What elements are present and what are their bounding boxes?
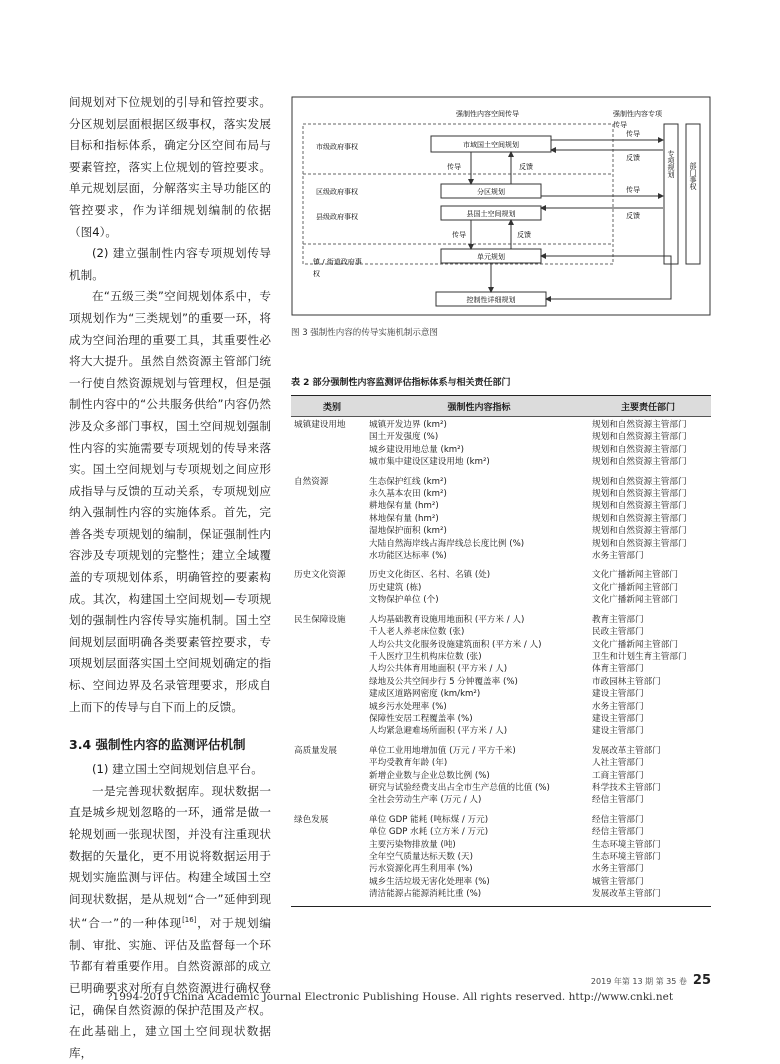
- department-cell: 文化广播新闻主管部门: [592, 595, 678, 606]
- table-row: [369, 782, 711, 794]
- department-cell: 科学技术主管部门: [592, 782, 661, 793]
- department-cell: 文化广播新闻主管部门: [592, 570, 678, 581]
- table-row: [369, 488, 711, 500]
- department-cell: 水务主管部门: [592, 551, 644, 562]
- table-caption: 表 2 部分强制性内容监测评估指标体系与相关责任部门: [291, 378, 511, 388]
- box-city-plan-label: 市域国土空间规划: [463, 141, 519, 149]
- indicator-cell: 永久基本农田 (km²): [369, 489, 447, 500]
- table-group: [291, 812, 711, 906]
- category-cell: 自然资源: [294, 476, 329, 487]
- table-row: [369, 676, 711, 688]
- department-cell: 建设主管部门: [592, 713, 644, 724]
- citation-ref: [16]: [182, 916, 197, 925]
- indicator-cell: 国土开发强度 (%): [369, 432, 439, 443]
- indicator-cell: 全年空气质量达标天数 (天): [369, 852, 473, 862]
- paragraph-text: (2) 建立强制性内容专项规划传导机制。: [69, 246, 271, 282]
- section-title: 3.4 强制性内容的监测评估机制: [69, 737, 246, 753]
- figure-caption: 图 3 强制性内容的传导实施机制示意图: [291, 328, 438, 338]
- page-footer: [591, 973, 711, 988]
- indicator-cell: 研究与试验经费支出占全市生产总值的比值 (%): [369, 782, 550, 793]
- table-row: [369, 513, 711, 525]
- indicator-cell: 城市集中建设区建设用地 (km²): [369, 457, 490, 468]
- department-cell: 发展改革主管部门: [592, 889, 661, 900]
- box-unit-plan-label: 单元规划: [477, 253, 505, 261]
- indicator-cell: 单位 GDP 能耗 (吨标煤 / 万元): [369, 814, 489, 825]
- box-dept: [686, 124, 700, 264]
- indicator-cell: 人均公共文化服务设施建筑面积 (平方米 / 人): [369, 639, 542, 650]
- indicator-cell: 文物保护单位 (个): [369, 595, 439, 606]
- indicator-cell: 千人医疗卫生机构床位数 (张): [369, 651, 482, 662]
- body-text-bottom: [69, 759, 271, 1064]
- paragraph: [69, 243, 271, 286]
- table-row: [369, 663, 711, 675]
- table-row: [369, 419, 711, 431]
- table-row: [369, 626, 711, 638]
- department-cell: 水务主管部门: [592, 864, 644, 875]
- category-cell: 民生保障设施: [294, 614, 346, 625]
- table-row: [369, 814, 711, 826]
- paragraph: [69, 759, 271, 781]
- box-detail-plan-label: 控制性详细规划: [466, 296, 516, 304]
- indicator-cell: 历史文化街区、名村、名镇 (处): [369, 570, 491, 581]
- arrow-label-transmit-3: 传导: [626, 130, 640, 138]
- department-cell: 工商主管部门: [592, 770, 644, 781]
- department-cell: 建设主管部门: [592, 689, 644, 700]
- indicator-cell: 人均紧急避难场所面积 (平方米 / 人): [369, 726, 508, 737]
- arrow-label-feedback-4: 反馈: [626, 212, 640, 220]
- box-special-plan-label: 专项规划: [667, 150, 675, 178]
- department-cell: 水务主管部门: [592, 701, 644, 712]
- box-district-plan-label: 分区规划: [477, 188, 505, 196]
- table-row: [369, 651, 711, 663]
- copyright-line: ?1994-2019 China Academic Journal Electronic Publishing House. All rights reserved. http://www.cnki.net: [106, 991, 674, 1003]
- table-row: [369, 863, 711, 875]
- indicator-cell: 林地保有量 (hm²): [369, 513, 439, 524]
- paragraph-text: 在“五级三类”空间规划体系中，专项规划作为“三类规划”的重要一环，将成为空间治理的重要工具，其重要性必将大大提升。虽然自然资源主管部门统一行使自然资源规划与管理权，但是强制性内容中的“公共服务供给”内容仍然涉及众多部门事权，国土空间规划强制性内容的实施需要专项规划的传导来落实。国土空间规划与专项规划之间应形成指导与反馈的互动关系，专项规划应纳入强制性内容的实施体系。首先，完善各类专项规划的编制，保证强制性内容涉及专项规划的完整性；建立全域覆盖的专项规划体系，明确管控的要素构成。其次，构建国土空间规划—专项规划的强制性内容传导实施机制。国土空间规划层面明确各类要素管控要求，专项规划层面落实国土空间规划确定的指标、空间边界及名录管理要求，形成自上而下的传导与自下而上的反馈。: [69, 289, 271, 714]
- department-cell: 规划和自然资源主管部门: [592, 476, 687, 487]
- table-row: [369, 725, 711, 737]
- table-row: [369, 757, 711, 769]
- table-header: [291, 396, 711, 417]
- indicator-cell: 大陆自然海岸线占海岸线总长度比例 (%): [369, 538, 525, 549]
- header-indicator: 强制性内容指标: [447, 402, 511, 413]
- indicator-table: [291, 395, 711, 907]
- indicator-cell: 单位工业用地增加值 (万元 / 平方千米): [369, 745, 516, 756]
- table-group: [291, 417, 711, 474]
- indicator-cell: 人均基础教育设施用地面积 (平方米 / 人): [369, 614, 525, 625]
- indicator-cell: 单位 GDP 水耗 (立方米 / 万元): [369, 827, 489, 838]
- table-row: [369, 569, 711, 581]
- table-row: [369, 431, 711, 443]
- box-special-plan: [664, 124, 678, 264]
- label-top-right-1: 强制性内容专项: [613, 110, 662, 118]
- department-cell: 民政主管部门: [592, 627, 644, 638]
- table-group: [291, 612, 711, 743]
- paragraph-text-continued: ，对于规划编制、审批、实施、评估及监督每一个环节都有着重要作用。自然资源部的成立已明确要求对所有自然资源进行确权登记，确保自然资源的保护范围及产权。在此基础上，建立国土空间现状数据库，: [69, 916, 271, 1060]
- paragraph: [69, 286, 271, 718]
- department-cell: 规划和自然资源主管部门: [592, 489, 687, 500]
- body-text-top: [69, 92, 271, 718]
- table-row: [369, 839, 711, 851]
- header-category: 类别: [322, 402, 341, 413]
- table-row: [369, 538, 711, 550]
- indicator-cell: 清洁能源占能源消耗比重 (%): [369, 889, 482, 900]
- indicator-cell: 耕地保有量 (hm²): [369, 501, 439, 512]
- paragraph-text: (1) 建立国土空间规划信息平台。: [92, 762, 263, 777]
- department-cell: 规划和自然资源主管部门: [592, 457, 687, 468]
- label-town-1: 镇 / 街道政府事: [313, 258, 362, 266]
- department-cell: 经信主管部门: [592, 827, 644, 838]
- indicator-cell: 污水资源化再生利用率 (%): [369, 864, 473, 875]
- table-row: [369, 525, 711, 537]
- indicator-cell: 人均公共体育用地面积 (平方米 / 人): [369, 664, 508, 675]
- department-cell: 规划和自然资源主管部门: [592, 444, 687, 455]
- indicator-cell: 水功能区达标率 (%): [369, 551, 447, 562]
- department-cell: 教育主管部门: [592, 614, 644, 625]
- indicator-cell: 湿地保护面积 (km²): [369, 526, 447, 537]
- table-row: [369, 500, 711, 512]
- label-district: 区级政府事权: [316, 188, 358, 196]
- department-cell: 生态环境主管部门: [592, 839, 661, 850]
- category-cell: 绿色发展: [294, 814, 329, 825]
- box-dept-label: 部门事权: [689, 162, 697, 190]
- arrow-label-transmit-2: 传导: [452, 231, 466, 239]
- indicator-cell: 城乡建设用地总量 (km²): [369, 444, 464, 455]
- category-cell: 历史文化资源: [294, 570, 346, 581]
- department-cell: 规划和自然资源主管部门: [592, 513, 687, 524]
- department-cell: 规划和自然资源主管部门: [592, 420, 687, 430]
- table-body: [291, 417, 711, 906]
- paragraph-text: 一是完善现状数据库。现状数据一直是城乡规划忽略的一环，通常是做一轮规划画一张现状图，并没有注重现状数据的矢量化，更不用说将数据运用于规划实施监测与评估。构建全域国土空间现状数据，是从规划“合一”延伸到现状“合一”的一种体现: [69, 783, 271, 931]
- paragraph: [69, 781, 271, 1064]
- table-row: [369, 851, 711, 863]
- label-top-right-2: 传导: [613, 121, 627, 129]
- arrow-label-feedback-3: 反馈: [626, 154, 640, 162]
- department-cell: 经信主管部门: [592, 795, 644, 806]
- indicator-cell: 生态保护红线 (km²): [369, 476, 447, 487]
- page-number: 25: [692, 973, 711, 988]
- category-cell: 高质量发展: [294, 745, 337, 756]
- indicator-cell: 建成区道路网密度 (km/km²): [369, 689, 481, 700]
- department-cell: 体育主管部门: [592, 664, 644, 675]
- table-row: [369, 745, 711, 757]
- arrow-label-transmit-4: 传导: [626, 186, 640, 194]
- table-group: [291, 743, 711, 812]
- table-row: [369, 794, 711, 806]
- department-cell: 建设主管部门: [592, 726, 644, 737]
- paragraph-text: 间规划对下位规划的引导和管控要求。分区规划层面根据区级事权，落实发展目标和指标体系，确定分区空间布局与要素管控，落实上位规划的管控要求。单元规划层面，分解落实主导功能区的管控要求，作为详细规划编制的依据（图4）。: [69, 95, 271, 239]
- figure-3-diagram: [291, 96, 711, 316]
- left-text-column: [69, 92, 271, 1064]
- header-department: 主要责任部门: [620, 402, 675, 413]
- indicator-cell: 绿地及公共空间步行 5 分钟覆盖率 (%): [369, 676, 518, 687]
- table-row: [369, 594, 711, 606]
- indicator-cell: 新增企业数与企业总数比例 (%): [369, 770, 490, 781]
- arrow-label-feedback-1: 反馈: [519, 163, 533, 171]
- label-county: 县级政府事权: [316, 213, 358, 221]
- table-row: [369, 639, 711, 651]
- paragraph: [69, 92, 271, 243]
- label-town-2: 权: [313, 270, 320, 278]
- indicator-cell: 千人老人养老床位数 (张): [369, 627, 465, 638]
- table-row: [369, 713, 711, 725]
- arrow-label-feedback-2: 反馈: [517, 231, 531, 239]
- indicator-cell: 城乡污水处理率 (%): [369, 701, 447, 712]
- indicator-cell: 保障性安居工程覆盖率 (%): [369, 713, 473, 724]
- department-cell: 文化广播新闻主管部门: [592, 639, 678, 650]
- department-cell: 生态环境主管部门: [592, 852, 661, 862]
- indicator-cell: 主要污染物排放量 (吨): [369, 839, 456, 850]
- indicator-cell: 城镇开发边界 (km²): [369, 420, 447, 430]
- department-cell: 规划和自然资源主管部门: [592, 432, 687, 443]
- table-row: [369, 688, 711, 700]
- table-row: [369, 876, 711, 888]
- table-row: [369, 550, 711, 562]
- indicator-cell: 城乡生活垃圾无害化处理率 (%): [369, 876, 490, 887]
- label-city: 市级政府事权: [316, 143, 358, 151]
- department-cell: 卫生和计划生育主管部门: [592, 651, 687, 662]
- department-cell: 市政园林主管部门: [592, 676, 661, 687]
- table-row: [369, 476, 711, 488]
- indicator-cell: 平均受教育年龄 (年): [369, 758, 448, 769]
- department-cell: 规划和自然资源主管部门: [592, 526, 687, 537]
- department-cell: 人社主管部门: [592, 758, 644, 769]
- box-county-plan-label: 县国土空间规划: [466, 210, 516, 218]
- table-group: [291, 474, 711, 568]
- label-top-center: 强制性内容空间传导: [456, 110, 519, 118]
- table-row: [369, 456, 711, 468]
- table-row: [369, 614, 711, 626]
- table-row: [369, 701, 711, 713]
- department-cell: 规划和自然资源主管部门: [592, 501, 687, 512]
- table-group: [291, 567, 711, 611]
- table-row: [369, 826, 711, 838]
- table-row: [369, 582, 711, 594]
- table-row: [369, 770, 711, 782]
- arrow-label-transmit-1: 传导: [447, 163, 461, 171]
- department-cell: 规划和自然资源主管部门: [592, 538, 687, 549]
- indicator-cell: 全社会劳动生产率 (万元 / 人): [369, 795, 482, 806]
- department-cell: 城管主管部门: [592, 876, 644, 887]
- table-row: [369, 444, 711, 456]
- department-cell: 经信主管部门: [592, 814, 644, 825]
- issue-info: 2019 年第 13 期 第 35 卷: [590, 977, 687, 986]
- department-cell: 发展改革主管部门: [592, 745, 661, 756]
- department-cell: 文化广播新闻主管部门: [592, 582, 678, 593]
- category-cell: 城镇建设用地: [294, 420, 346, 430]
- table-row: [369, 888, 711, 900]
- indicator-cell: 历史建筑 (栋): [369, 582, 422, 593]
